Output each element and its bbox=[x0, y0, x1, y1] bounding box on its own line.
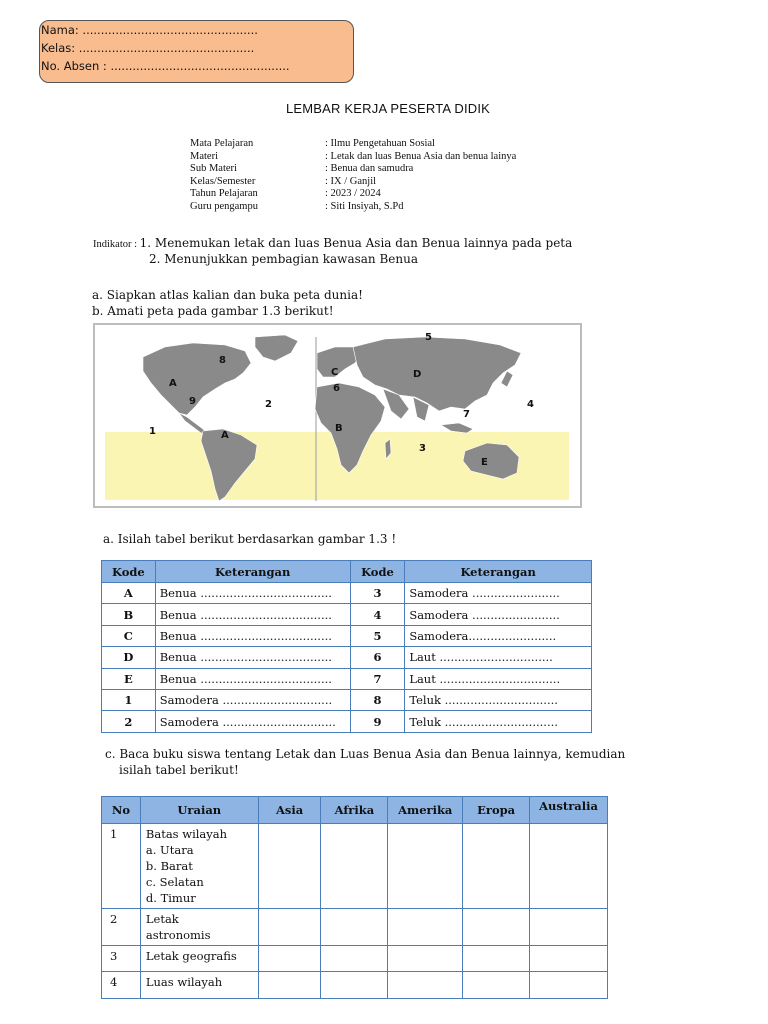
instruction-c-line-1: c. Baca buku siswa tentang Letak dan Luas Benua Asia dan Benua lainnya, kemudian bbox=[105, 747, 626, 761]
column-header: Keterangan bbox=[405, 561, 592, 583]
map-label: B bbox=[335, 423, 343, 434]
table-header-row bbox=[102, 561, 592, 583]
column-header: Australia bbox=[530, 797, 608, 824]
answer-cell[interactable] bbox=[321, 946, 388, 972]
description-line: Luas wilayah bbox=[145, 975, 223, 989]
code-cell: 5 bbox=[350, 625, 405, 646]
code-cell: E bbox=[102, 668, 156, 689]
description-line: c. Selatan bbox=[145, 875, 204, 889]
description-cell bbox=[140, 909, 258, 946]
row-number: 1 bbox=[102, 824, 141, 909]
map-label: 4 bbox=[527, 399, 534, 410]
table-row bbox=[102, 824, 608, 909]
map-label: 1 bbox=[149, 426, 156, 437]
table-row bbox=[102, 604, 592, 625]
answer-cell[interactable] bbox=[258, 972, 321, 999]
answer-cell[interactable] bbox=[463, 972, 530, 999]
description-cell[interactable]: Laut ............................... bbox=[405, 647, 592, 668]
row-number: 2 bbox=[102, 909, 141, 946]
answer-cell[interactable] bbox=[321, 824, 388, 909]
meta-value: : IX / Ganjil bbox=[325, 175, 377, 187]
answer-cell[interactable] bbox=[530, 946, 608, 972]
description-cell[interactable]: Teluk ............................... bbox=[405, 711, 592, 732]
description-line: a. Utara bbox=[145, 843, 194, 857]
row-number: 4 bbox=[102, 972, 141, 999]
description-cell bbox=[140, 972, 258, 999]
indicator-item-1: 1. Menemukan letak dan luas Benua Asia dan Benua lainnya pada peta bbox=[139, 236, 573, 250]
description-cell[interactable]: Benua .................................... bbox=[155, 604, 350, 625]
description-line: Letak bbox=[145, 912, 179, 926]
table-row bbox=[102, 909, 608, 946]
table-row bbox=[102, 625, 592, 646]
north-america-shape bbox=[143, 343, 251, 415]
code-cell: A bbox=[102, 583, 156, 604]
column-header: Asia bbox=[258, 797, 321, 824]
table-row bbox=[102, 583, 592, 604]
column-header: Eropa bbox=[463, 797, 530, 824]
description-line: d. Timur bbox=[145, 891, 196, 905]
column-header: Keterangan bbox=[155, 561, 350, 583]
map-label: 6 bbox=[333, 383, 340, 394]
map-label: 8 bbox=[219, 355, 226, 366]
map-label: A bbox=[221, 430, 229, 441]
table-row bbox=[102, 972, 608, 999]
column-header: No bbox=[102, 797, 141, 824]
description-line: b. Barat bbox=[145, 859, 193, 873]
answer-cell[interactable] bbox=[258, 824, 321, 909]
map-label: E bbox=[481, 457, 488, 468]
map-label: A bbox=[169, 378, 177, 389]
code-cell: 2 bbox=[102, 711, 156, 732]
table-row bbox=[102, 647, 592, 668]
code-cell: 9 bbox=[350, 711, 405, 732]
description-cell[interactable]: Samodera........................ bbox=[405, 625, 592, 646]
table-header-row bbox=[102, 797, 608, 824]
answer-cell[interactable] bbox=[321, 909, 388, 946]
meta-key: Guru pengampu bbox=[190, 200, 258, 212]
map-label: 7 bbox=[463, 409, 470, 420]
central-america-shape bbox=[179, 413, 207, 433]
column-header: Amerika bbox=[388, 797, 463, 824]
column-header: Afrika bbox=[321, 797, 388, 824]
code-cell: 4 bbox=[350, 604, 405, 625]
meta-value: : Benua dan samudra bbox=[325, 163, 414, 174]
meta-key: Mata Pelajaran bbox=[190, 138, 254, 149]
description-line: astronomis bbox=[145, 928, 211, 942]
table-row bbox=[102, 668, 592, 689]
absence-number-field[interactable]: No. Absen : ................................................. bbox=[41, 59, 290, 73]
code-cell: 3 bbox=[350, 583, 405, 604]
column-header: Kode bbox=[350, 561, 405, 583]
row-number: 3 bbox=[102, 946, 141, 972]
map-label: 3 bbox=[419, 443, 426, 454]
answer-cell[interactable] bbox=[463, 946, 530, 972]
description-line: Letak geografis bbox=[145, 949, 237, 963]
map-label: C bbox=[331, 367, 339, 378]
code-cell: D bbox=[102, 647, 156, 668]
code-cell: 8 bbox=[350, 689, 405, 710]
step-b: b. Amati peta pada gambar 1.3 berikut! bbox=[92, 304, 334, 318]
meta-value: : Letak dan luas Benua Asia dan benua lainya bbox=[325, 150, 517, 162]
answer-cell[interactable] bbox=[530, 972, 608, 999]
meta-key: Sub Materi bbox=[190, 163, 237, 174]
name-field[interactable]: Nama: ................................................ bbox=[41, 23, 258, 37]
description-cell[interactable]: Teluk ............................... bbox=[405, 689, 592, 710]
answer-cell[interactable] bbox=[258, 946, 321, 972]
description-cell[interactable]: Benua .................................... bbox=[155, 668, 350, 689]
page-title: LEMBAR KERJA PESERTA DIDIK bbox=[285, 101, 491, 116]
answer-cell[interactable] bbox=[388, 824, 463, 909]
table-row bbox=[102, 689, 592, 710]
answer-cell[interactable] bbox=[388, 972, 463, 999]
meta-key: Materi bbox=[190, 150, 218, 162]
world-map bbox=[95, 325, 580, 506]
step-a: a. Siapkan atlas kalian dan buka peta dunia! bbox=[92, 288, 363, 302]
indonesia-shape bbox=[441, 423, 473, 433]
code-cell: 7 bbox=[350, 668, 405, 689]
greenland-shape bbox=[255, 335, 298, 361]
indicator-label: Indikator : bbox=[93, 239, 140, 250]
answer-cell[interactable] bbox=[388, 909, 463, 946]
code-cell: B bbox=[102, 604, 156, 625]
description-cell[interactable]: Benua .................................... bbox=[155, 625, 350, 646]
column-header: Uraian bbox=[140, 797, 258, 824]
indicator-line-1 bbox=[93, 236, 572, 250]
continent-comparison-table bbox=[101, 796, 608, 999]
student-identity-box bbox=[39, 20, 354, 83]
code-cell: 6 bbox=[350, 647, 405, 668]
map-label: D bbox=[413, 369, 422, 380]
description-cell[interactable]: Laut ................................. bbox=[405, 668, 592, 689]
table-row bbox=[102, 711, 592, 732]
meta-value: : Ilmu Pengetahuan Sosial bbox=[325, 138, 435, 149]
code-cell: 1 bbox=[102, 689, 156, 710]
answer-cell[interactable] bbox=[530, 909, 608, 946]
answer-cell[interactable] bbox=[258, 909, 321, 946]
code-cell: C bbox=[102, 625, 156, 646]
map-label: 9 bbox=[189, 396, 196, 407]
instruction-a: a. Isilah tabel berikut berdasarkan gambar 1.3 ! bbox=[103, 532, 397, 546]
description-cell[interactable]: Benua .................................... bbox=[155, 583, 350, 604]
meta-value: : Siti Insiyah, S.Pd bbox=[325, 200, 404, 212]
description-cell[interactable]: Samodera .............................. bbox=[155, 689, 350, 710]
meta-key: Kelas/Semester bbox=[190, 175, 256, 187]
answer-cell[interactable] bbox=[388, 946, 463, 972]
description-cell[interactable]: Samodera ........................ bbox=[405, 604, 592, 625]
column-header: Kode bbox=[102, 561, 156, 583]
answer-cell[interactable] bbox=[321, 972, 388, 999]
meta-value: : 2023 / 2024 bbox=[325, 188, 381, 199]
description-cell[interactable]: Samodera ............................... bbox=[155, 711, 350, 732]
map-label: 5 bbox=[425, 332, 432, 343]
world-map-figure bbox=[93, 323, 582, 508]
class-field[interactable]: Kelas: ................................................ bbox=[41, 41, 255, 55]
meta-key: Tahun Pelajaran bbox=[190, 188, 258, 199]
table-row bbox=[102, 946, 608, 972]
description-cell bbox=[140, 824, 258, 909]
instruction-c-line-2: isilah tabel berikut! bbox=[119, 763, 239, 777]
description-cell[interactable]: Samodera ........................ bbox=[405, 583, 592, 604]
answer-cell[interactable] bbox=[463, 824, 530, 909]
answer-cell[interactable] bbox=[463, 909, 530, 946]
map-label: 2 bbox=[265, 399, 272, 410]
description-line: Batas wilayah bbox=[145, 827, 228, 841]
description-cell[interactable]: Benua .................................... bbox=[155, 647, 350, 668]
answer-cell[interactable] bbox=[530, 824, 608, 909]
description-cell bbox=[140, 946, 258, 972]
code-description-table bbox=[101, 560, 592, 733]
indicator-item-2: 2. Menunjukkan pembagian kawasan Benua bbox=[149, 252, 418, 266]
